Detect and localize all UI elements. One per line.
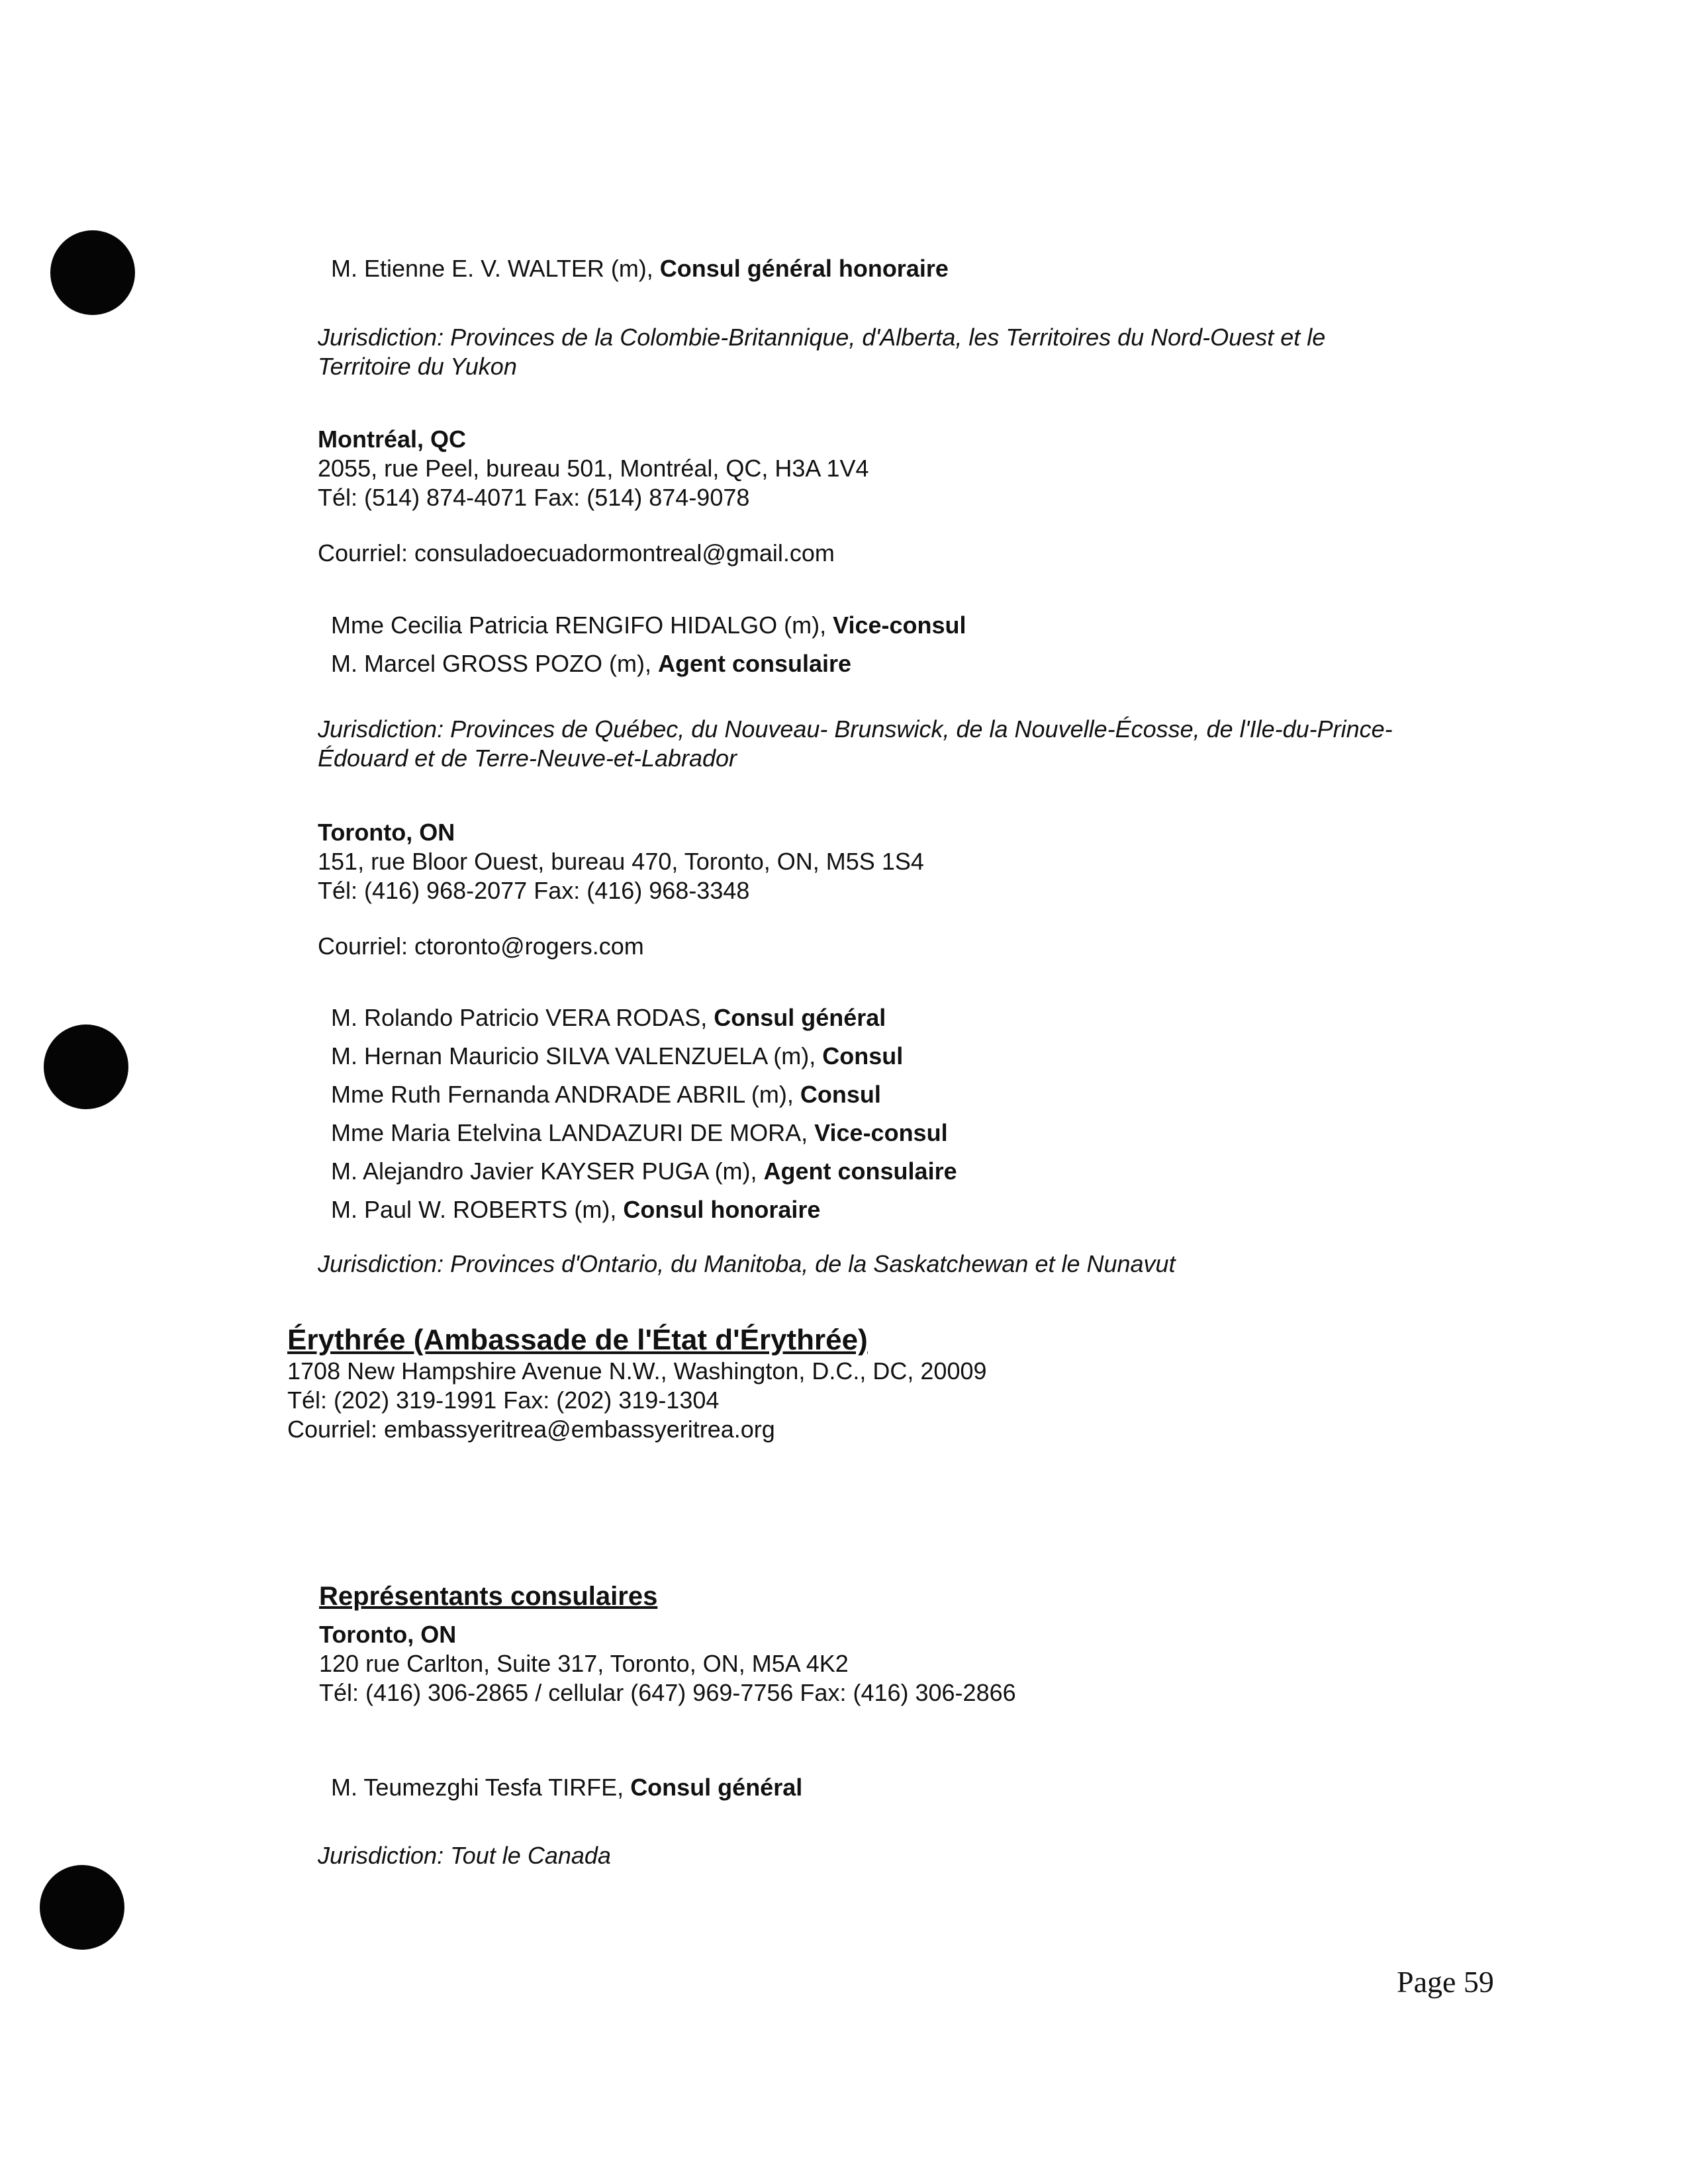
- address: 120 rue Carlton, Suite 317, Toronto, ON, M5A 4K2: [319, 1650, 849, 1677]
- email: Courriel: consuladoecuadormontreal@gmail.com: [318, 539, 835, 567]
- phone-fax: Tél: (416) 968-2077 Fax: (416) 968-3348: [318, 877, 750, 904]
- city-heading: Toronto, ON: [319, 1621, 457, 1648]
- person-entry: [331, 1114, 957, 1152]
- person-title: Consul honoraire: [623, 1196, 821, 1223]
- person-name: M. Marcel GROSS POZO (m),: [331, 650, 659, 677]
- address: 151, rue Bloor Ouest, bureau 470, Toronto, ON, M5S 1S4: [318, 848, 924, 875]
- person-name: M. Rolando Patricio VERA RODAS,: [331, 1004, 714, 1031]
- person-name: Mme Cecilia Patricia RENGIFO HIDALGO (m),: [331, 612, 833, 639]
- person-entry: [331, 1191, 957, 1229]
- phone-fax: Tél: (202) 319-1991 Fax: (202) 319-1304: [287, 1387, 720, 1414]
- country-heading: Érythrée (Ambassade de l'État d'Érythrée): [287, 1324, 868, 1356]
- person-name: Mme Ruth Fernanda ANDRADE ABRIL (m),: [331, 1081, 800, 1108]
- person-name: M. Paul W. ROBERTS (m),: [331, 1196, 624, 1223]
- montreal-jurisdiction: [318, 715, 1403, 773]
- person-name: M. Teumezghi Tesfa TIRFE,: [331, 1774, 631, 1801]
- phone-fax: Tél: (514) 874-4071 Fax: (514) 874-9078: [318, 484, 750, 511]
- person-entry: [331, 1075, 957, 1114]
- person-title: Vice-consul: [814, 1119, 948, 1146]
- person-title: Consul général: [714, 1004, 886, 1031]
- montreal-section: [318, 425, 869, 568]
- person-title: Consul: [800, 1081, 881, 1108]
- person-title: Consul: [822, 1042, 904, 1069]
- person-name: M. Alejandro Javier KAYSER PUGA (m),: [331, 1158, 764, 1185]
- eritrea-consul-entry: [331, 1768, 802, 1807]
- city-heading: Montréal, QC: [318, 426, 467, 453]
- jurisdiction-text: Provinces de la Colombie-Britannique, d'Alberta, les Territoires du Nord-Ouest et le Territoire du Yukon: [318, 324, 1326, 380]
- city-heading: Toronto, ON: [318, 819, 455, 846]
- toronto-section: [318, 818, 924, 961]
- toronto-people: [331, 999, 957, 1229]
- person-title: Vice-consul: [833, 612, 966, 639]
- jurisdiction-label: Jurisdiction:: [318, 1842, 451, 1869]
- eritrea-embassy: [287, 1324, 987, 1444]
- person-title: Agent consulaire: [763, 1158, 957, 1185]
- person-entry: [331, 606, 966, 645]
- punch-hole-middle: [44, 1024, 128, 1109]
- person-title: Agent consulaire: [658, 650, 852, 677]
- person-title: Consul général: [630, 1774, 803, 1801]
- person-entry: [331, 645, 966, 683]
- person-name: Mme Maria Etelvina LANDAZURI DE MORA,: [331, 1119, 815, 1146]
- toronto-jurisdiction: [318, 1250, 1403, 1279]
- jurisdiction-label: Jurisdiction:: [318, 324, 451, 351]
- punch-hole-top: [50, 230, 135, 315]
- person-entry: [331, 1037, 957, 1075]
- montreal-people: [331, 606, 966, 683]
- jurisdiction-text: Tout le Canada: [450, 1842, 611, 1869]
- email: Courriel: ctoronto@rogers.com: [318, 933, 644, 960]
- address: 1708 New Hampshire Avenue N.W., Washington, D.C., DC, 20009: [287, 1357, 987, 1385]
- person-entry: [331, 999, 957, 1037]
- person-title: Consul général honoraire: [659, 255, 949, 282]
- page-number: Page 59: [1397, 1965, 1494, 1999]
- top-entry-person: [331, 254, 949, 283]
- jurisdiction-label: Jurisdiction:: [318, 715, 451, 743]
- eritrea-jurisdiction: [318, 1841, 611, 1870]
- person-entry: [331, 1152, 957, 1191]
- top-entry-jurisdiction: [318, 323, 1403, 381]
- phone-fax: Tél: (416) 306-2865 / cellular (647) 969-7756 Fax: (416) 306-2866: [319, 1679, 1016, 1706]
- person-name: M. Hernan Mauricio SILVA VALENZUELA (m),: [331, 1042, 823, 1069]
- jurisdiction-label: Jurisdiction:: [318, 1250, 451, 1277]
- section-heading: Représentants consulaires: [319, 1582, 658, 1611]
- jurisdiction-text: Provinces de Québec, du Nouveau- Brunswick, de la Nouvelle-Écosse, de l'Ile-du-Prince-Édouard et de Terre-Neuve-et-Labrador: [318, 715, 1393, 772]
- punch-hole-bottom: [40, 1865, 124, 1950]
- person-name: M. Etienne E. V. WALTER (m),: [331, 255, 660, 282]
- address: 2055, rue Peel, bureau 501, Montréal, QC, H3A 1V4: [318, 455, 869, 482]
- eritrea-consular-section: [319, 1580, 1016, 1707]
- jurisdiction-text: Provinces d'Ontario, du Manitoba, de la Saskatchewan et le Nunavut: [450, 1250, 1176, 1277]
- email: Courriel: embassyeritrea@embassyeritrea.org: [287, 1416, 775, 1443]
